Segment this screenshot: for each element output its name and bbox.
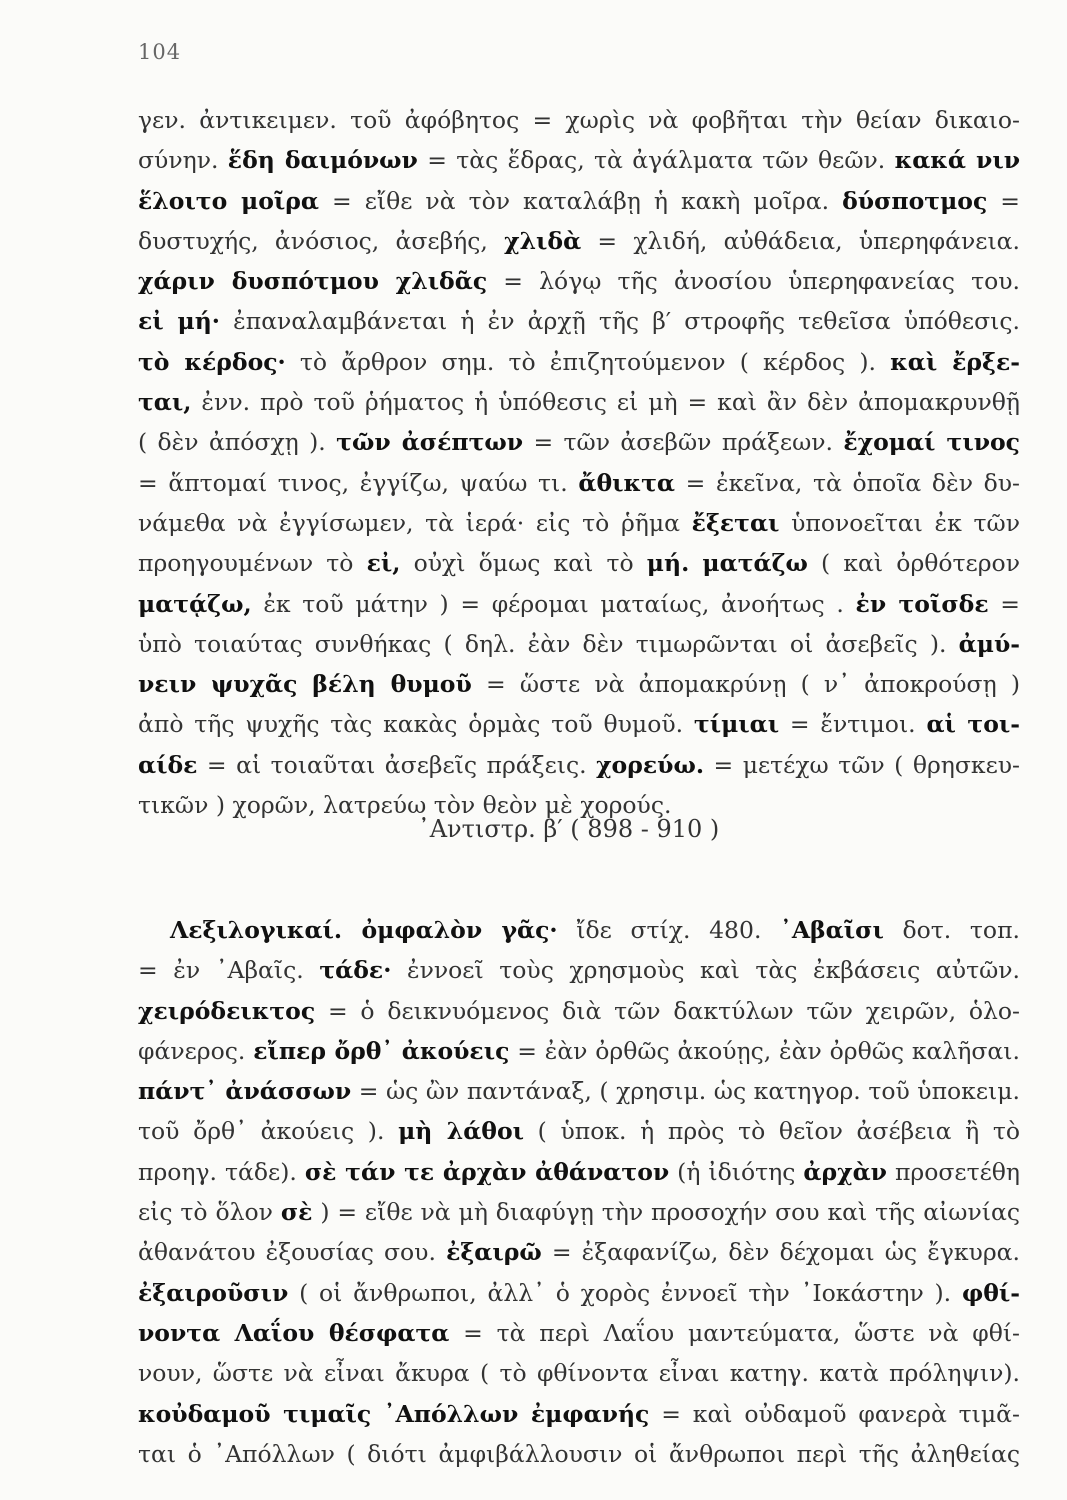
text-line: [138, 910, 1020, 950]
text-line: [138, 664, 1020, 704]
commentary-section-antistrophe: [138, 910, 1020, 1474]
gloss-text: ἐνν. πρὸ τοῦ ῥήματος ἡ ὑπόθεσις εἰ μὴ = καὶ ἂν δὲν ἀπομακρυνθῇ: [191, 388, 1020, 417]
gloss-text: = μετέχω τῶν ( θρησκευ-: [704, 750, 1020, 779]
text-line: [138, 1434, 1020, 1474]
lemma-term: ματάζω: [702, 549, 808, 578]
gloss-text: τοῦ ὄρθ᾽ ἀκούεις ).: [138, 1117, 399, 1146]
lemma-term: ὀμφαλὸν γᾶς·: [361, 916, 558, 944]
lemma-term: ται,: [138, 388, 192, 417]
text-line: [138, 503, 1020, 543]
text-line: [138, 261, 1020, 301]
text-line: [138, 543, 1020, 583]
commentary-section-strophe: [138, 100, 1020, 825]
text-line: [138, 140, 1020, 180]
text-line: [138, 950, 1020, 990]
lemma-term: ἐν τοῖσδε: [855, 589, 989, 618]
lemma-term: καὶ ἔρξε-: [890, 347, 1020, 376]
gloss-text: ἴδε στίχ. 480.: [557, 916, 781, 944]
text-line: [138, 624, 1020, 664]
gloss-text: φάνερος.: [138, 1036, 254, 1065]
lemma-term: ᾽Αβαῖσι: [780, 916, 884, 944]
lemma-term: Λεξιλογικαί.: [170, 916, 362, 944]
gloss-text: ἐννοεῖ τοὺς χρησμοὺς καὶ τὰς ἐκβάσεις αὐτῶν.: [391, 956, 1020, 985]
text-line: [138, 584, 1020, 624]
text-line: [138, 342, 1020, 382]
lemma-term: σὲ τάν τε ἀρχὰν ἀθάνατον: [304, 1157, 670, 1186]
gloss-text: ἐκ τοῦ μάτην ) = φέρομαι ματαίως, ἀνοήτως .: [251, 589, 856, 618]
text-line: [138, 422, 1020, 462]
text-line: [138, 463, 1020, 503]
text-line: [138, 1313, 1020, 1353]
lemma-term: τάδε·: [319, 956, 392, 985]
gloss-text: ἀθανάτου ἐξουσίας σου.: [138, 1238, 447, 1267]
lemma-term: φθί-: [961, 1278, 1020, 1307]
gloss-text: = ἅπτομαί τινος, ἐγγίζω, ψαύω τι.: [138, 468, 579, 497]
gloss-text: = ἐξαφανίζω, δὲν δέχομαι ὡς ἔγκυρα.: [541, 1238, 1020, 1267]
lemma-term: ἕλοιτο μοῖρα: [138, 186, 319, 215]
lemma-term: τῶν ἀσέπτων: [336, 428, 524, 457]
text-line: [138, 1031, 1020, 1071]
text-line: [138, 100, 1020, 140]
gloss-text: ἐπαναλαμβάνεται ἡ ἐν ἀρχῇ τῆς β′ στροφῆς τεθεῖσα ὑπόθεσις.: [219, 307, 1020, 336]
gloss-text: σύνην.: [138, 146, 228, 175]
gloss-text: ( καὶ ὀρθότερον: [807, 549, 1020, 578]
lemma-term: κακά νιν: [894, 146, 1020, 175]
text-line: [138, 704, 1020, 744]
gloss-text: = χλιδή, αὐθάδεια, ὑπερηφάνεια.: [581, 226, 1020, 255]
gloss-text: οὐχὶ ὅμως καὶ τὸ: [400, 549, 647, 578]
lemma-term: τίμιαι: [693, 710, 780, 739]
gloss-text: =: [987, 186, 1020, 215]
gloss-text: τὸ ἄρθρον σημ. τὸ ἐπιζητούμενον ( κέρδος ).: [285, 347, 891, 376]
lemma-term: ἀρχὰν: [803, 1157, 887, 1186]
text-line: [138, 1273, 1020, 1313]
gloss-text: εἰς τὸ ὅλον: [138, 1198, 281, 1227]
gloss-text: = ἐν ᾽Αβαῖς.: [138, 956, 320, 985]
lemma-term: ἔχομαί τινος: [843, 428, 1020, 457]
lemma-term: ἔξεται: [691, 508, 780, 537]
lemma-term: τὸ κέρδος·: [138, 347, 286, 376]
gloss-text: = τὰ περὶ Λαΐου μαντεύματα, ὥστε νὰ φθί-: [449, 1318, 1020, 1347]
page-number: 104: [138, 40, 182, 64]
gloss-text: νάμεθα νὰ ἐγγίσωμεν, τὰ ἱερά· εἰς τὸ ῥῆμα: [138, 508, 692, 537]
gloss-text: = λόγῳ τῆς ἀνοσίου ὑπερηφανείας του.: [487, 267, 1020, 296]
gloss-text: προσετέθη: [886, 1157, 1020, 1186]
gloss-text: = ἐὰν ὀρθῶς ἀκούῃς, ἐὰν ὀρθῶς καλῆσαι.: [509, 1036, 1020, 1065]
gloss-text: ὑπὸ τοιαύτας συνθήκας ( δηλ. ἐὰν δὲν τιμωρῶνται οἱ ἀσεβεῖς ).: [138, 629, 959, 658]
text-line: [138, 1232, 1020, 1272]
lemma-term: κοὐδαμοῦ τιμαῖς ᾽Απόλλων ἐμφανής: [138, 1399, 650, 1428]
lemma-term: ματᾴζω,: [138, 589, 252, 618]
gloss-text: ἀπὸ τῆς ψυχῆς τὰς κακὰς ὁρμὰς τοῦ θυμοῦ.: [138, 710, 694, 739]
gloss-text: ( ὑποκ. ἡ πρὸς τὸ θεῖον ἀσέβεια ἢ τὸ: [524, 1117, 1020, 1146]
lemma-term: ἐξαιρῶ: [446, 1238, 542, 1267]
text-line: [138, 181, 1020, 221]
gloss-text: = ὥστε νὰ ἀπομακρύνῃ ( ν᾽ ἀποκρούσῃ ): [471, 670, 1020, 699]
text-line: [138, 301, 1020, 341]
gloss-text: νουν, ὥστε νὰ εἶναι ἄκυρα ( τὸ φθίνοντα εἶναι κατηγ. κατὰ πρόληψιν).: [138, 1359, 1020, 1388]
gloss-text: [689, 549, 702, 577]
lemma-term: χλιδὰ: [504, 226, 582, 255]
lemma-term: σὲ: [280, 1198, 313, 1227]
lemma-term: δύσποτμος: [842, 186, 988, 215]
lemma-term: ἀμύ-: [958, 629, 1020, 658]
gloss-text: = ἔντιμοι.: [779, 710, 927, 739]
gloss-text: ( δὲν ἀπόσχῃ ).: [138, 428, 337, 457]
lemma-term: εἰ μή·: [138, 307, 220, 336]
gloss-text: ) = εἴθε νὰ μὴ διαφύγῃ τὴν προσοχήν σου καὶ τῆς αἰωνίας: [312, 1198, 1020, 1227]
gloss-text: γεν. ἀντικειμεν. τοῦ ἀφόβητος = χωρὶς νὰ φοβῆται τὴν θείαν δικαιο-: [138, 106, 1020, 134]
gloss-text: τικῶν ) χορῶν, λατρεύω τὸν θεὸν μὲ χορούς.: [138, 791, 672, 820]
lemma-term: πάντ᾽ ἀνάσσων: [138, 1077, 352, 1106]
gloss-text: = καὶ οὐδαμοῦ φανερὰ τιμᾶ-: [649, 1399, 1020, 1428]
lemma-term: αἱ τοι-: [926, 710, 1020, 739]
gloss-text: = εἴθε νὰ τὸν καταλάβῃ ἡ κακὴ μοῖρα.: [318, 186, 843, 215]
gloss-text: = αἱ τοιαῦται ἀσεβεῖς πράξεις.: [197, 750, 597, 779]
lemma-term: εἴπερ ὄρθ᾽ ἀκούεις: [253, 1036, 510, 1065]
lemma-term: χάριν δυσπότμου χλιδᾶς: [138, 267, 488, 296]
lemma-term: μή.: [646, 549, 690, 578]
text-line: [138, 382, 1020, 422]
gloss-text: δυστυχής, ἀνόσιος, ἀσεβής,: [138, 226, 505, 255]
gloss-text: =: [988, 589, 1020, 618]
text-line: [138, 1111, 1020, 1151]
lemma-term: ἐξαιροῦσιν: [138, 1278, 289, 1307]
lemma-term: νοντα Λαΐου θέσφατα: [138, 1318, 450, 1347]
text-line: [138, 1071, 1020, 1111]
text-line: [138, 1152, 1020, 1192]
text-line: [138, 1394, 1020, 1434]
gloss-text: = ἐκεῖνα, τὰ ὁποῖα δὲν δυ-: [675, 468, 1020, 497]
text-line: [138, 1192, 1020, 1232]
lemma-term: εἰ,: [366, 549, 401, 578]
gloss-text: ὑπονοεῖται ἐκ τῶν: [779, 508, 1020, 537]
gloss-text: = τῶν ἀσεβῶν πράξεων.: [523, 428, 844, 457]
gloss-text: προηγουμένων τὸ: [138, 549, 367, 578]
lemma-term: ἕδη δαιμόνων: [227, 146, 418, 175]
gloss-text: = τὰς ἕδρας, τὰ ἀγάλματα τῶν θεῶν.: [417, 146, 895, 175]
gloss-text: ται ὁ ᾽Απόλλων ( διότι ἀμφιβάλλουσιν οἱ ἄνθρωποι περὶ τῆς ἀληθείας: [138, 1439, 1020, 1468]
section-heading-antistrophe: ᾽Αντιστρ. β′ ( 898 - 910 ): [417, 815, 720, 843]
lemma-term: ἄθικτα: [578, 468, 676, 497]
text-line: [138, 745, 1020, 785]
gloss-text: = ὡς ὢν παντάναξ, ( χρησιμ. ὡς κατηγορ. τοῦ ὑποκειμ.: [351, 1077, 1020, 1106]
lemma-term: αίδε: [138, 750, 198, 779]
lemma-term: χορεύω.: [596, 750, 705, 779]
text-line: [138, 991, 1020, 1031]
lemma-term: νειν ψυχᾶς βέλη θυμοῦ: [138, 670, 472, 699]
text-line: [138, 1353, 1020, 1393]
gloss-text: δοτ. τοπ.: [883, 916, 1020, 944]
gloss-text: (ἡ ἰδιότης: [669, 1157, 804, 1186]
lemma-term: χειρόδεικτος: [138, 996, 316, 1025]
lemma-term: μὴ λάθοι: [398, 1117, 525, 1146]
gloss-text: προηγ. τάδε).: [138, 1157, 305, 1186]
gloss-text: ( οἱ ἄνθρωποι, ἀλλ᾽ ὁ χορὸς ἐννοεῖ τὴν ᾽Ιοκάστην ).: [288, 1278, 962, 1307]
text-line: [138, 221, 1020, 261]
gloss-text: = ὁ δεικνυόμενος διὰ τῶν δακτύλων τῶν χειρῶν, ὁλο-: [315, 996, 1020, 1025]
